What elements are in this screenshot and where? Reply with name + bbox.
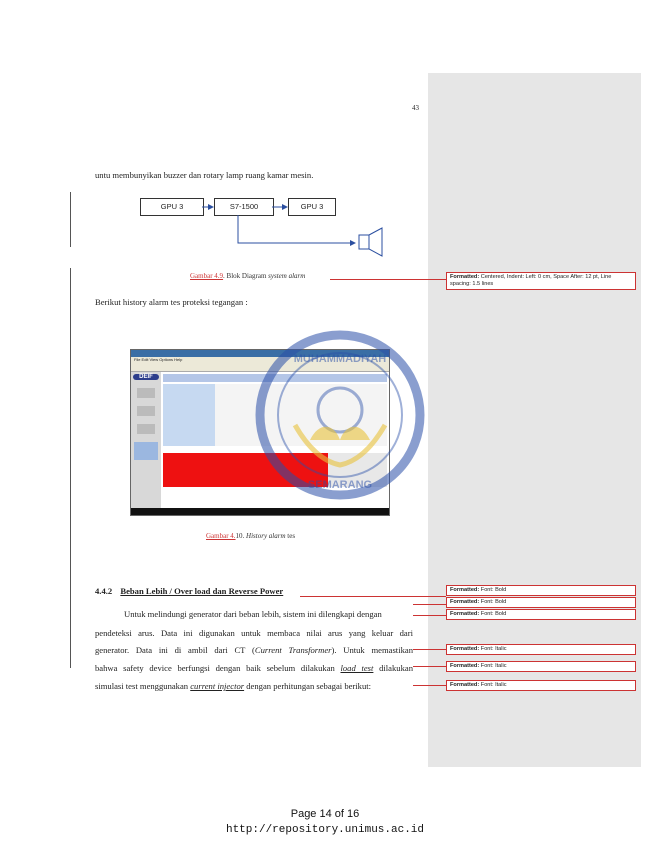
watermark-bottom-text: SEMARANG: [307, 479, 373, 491]
block-gpu3-right: GPU 3: [288, 198, 336, 216]
figure-ref[interactable]: Gambar 4.: [206, 532, 236, 540]
section-heading: [95, 586, 283, 597]
university-seal-watermark: [255, 330, 425, 500]
body-line-5: simulasi test menggunakan current injector dengan perhitungan sebagai berikut:: [95, 681, 372, 691]
footer-page-count: Page 14 of 16: [290, 808, 360, 820]
sidebar-icon: [137, 388, 155, 398]
block-s7-1500: S7-1500: [214, 198, 274, 216]
section-number: 4.4.2: [95, 586, 113, 596]
intro-paragraph: untu membunyikan buzzer dan rotary lamp ruang kamar mesin.: [95, 170, 314, 180]
sidebar-icon: [137, 424, 155, 434]
screenshot-sidebar: [131, 372, 161, 515]
sidebar-icon-selected: [134, 442, 158, 460]
diagram-connectors: [130, 190, 400, 270]
format-comment[interactable]: Formatted: Font: Italic: [446, 661, 636, 672]
screenshot-table: [163, 384, 215, 446]
body-line-2: pendeteksi arus. Data ini digunakan untuk membaca nilai arus yang keluar dari: [95, 628, 413, 638]
comment-connector: [413, 649, 446, 650]
screenshot-menu: File Edit View Options Help: [131, 357, 389, 363]
format-comment[interactable]: Formatted: Font: Bold: [446, 597, 636, 608]
deif-logo: DEIF: [133, 374, 159, 380]
history-intro: Berikut history alarm tes proteksi tegangan :: [95, 297, 248, 307]
body-line-3: generator. Data ini di ambil dari CT (Current Transformer). Untuk memastikan: [95, 645, 413, 655]
footer-url[interactable]: http://repository.unimus.ac.id: [225, 824, 425, 836]
comment-connector: [413, 615, 446, 616]
format-comment[interactable]: Formatted: Font: Italic: [446, 644, 636, 655]
change-bar: [70, 192, 71, 247]
comment-connector: [300, 596, 446, 597]
body-line-1: Untuk melindungi generator dari beban lebih, sistem ini dilengkapi dengan: [124, 609, 382, 619]
comment-connector: [413, 666, 446, 667]
format-comment[interactable]: Formatted: Centered, Indent: Left: 0 cm, Space After: 12 pt, Line spacing: 1.5 lines: [446, 272, 636, 290]
sidebar-icon: [137, 406, 155, 416]
format-comment[interactable]: Formatted: Font: Bold: [446, 585, 636, 596]
figure-caption-1: Gambar 4.9. Blok Diagram system alarm: [190, 272, 306, 280]
page-number: 43: [412, 104, 419, 112]
comment-connector: [413, 685, 446, 686]
figure-caption-2: Gambar 4.10. History alarm tes: [206, 532, 296, 540]
comment-connector: [330, 279, 446, 280]
watermark-top-text: MUHAMMADIYAH: [293, 353, 387, 365]
format-comment[interactable]: Formatted: Font: Italic: [446, 680, 636, 691]
body-line-4: bahwa safety device berfungsi dengan baik sebelum dilakukan load test dilakukan: [95, 663, 413, 673]
figure-ref[interactable]: Gambar 4.9: [190, 272, 224, 280]
section-title: Beban Lebih / Over load dan Reverse Power: [120, 586, 284, 596]
format-comment[interactable]: Formatted: Font: Bold: [446, 609, 636, 620]
block-gpu3-left: GPU 3: [140, 198, 204, 216]
change-bar: [70, 268, 71, 668]
screenshot-taskbar: [131, 508, 389, 515]
comment-connector: [413, 604, 446, 605]
